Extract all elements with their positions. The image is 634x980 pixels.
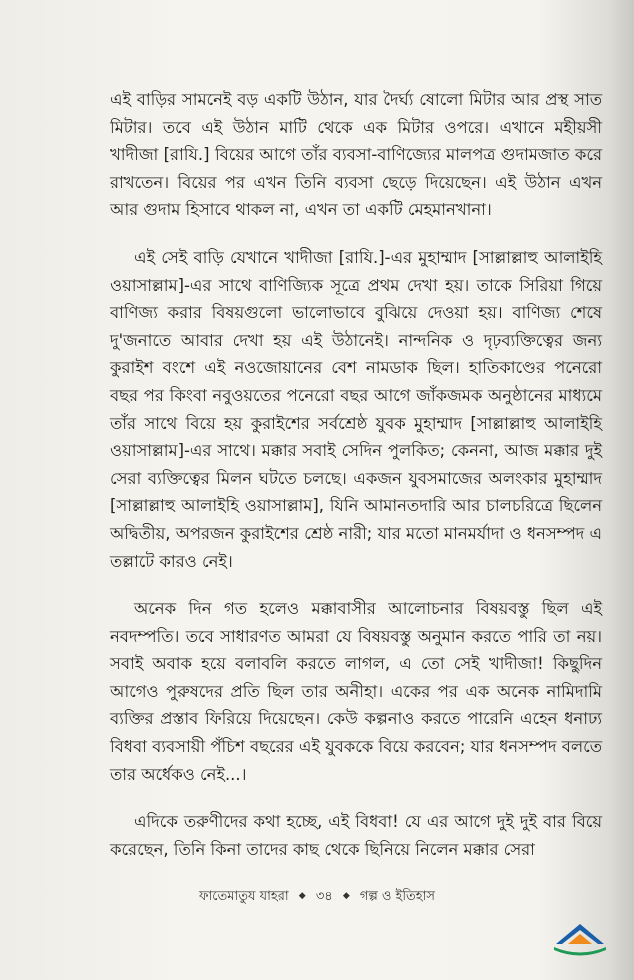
footer-book-title: ফাতেমাতুয যাহরা xyxy=(199,889,289,904)
page-number: ৩৪ xyxy=(315,889,333,904)
paragraph-4: এদিকে তরুণীদের কথা হচ্ছে, এই বিধবা! যে এর আগে দুই দুই বার বিয়ে করেছেন, তিনি কিনা তাদের কাছ থেকে ছিনিয়ে নিলেন মক্কার সেরা xyxy=(110,812,602,859)
paragraph-2: এই সেই বাড়ি যেখানে খাদীজা [রাযি.]-এর মুহাম্মাদ [সাল্লাল্লাহু আলাইহি ওয়াসাল্লাম]-এর সাথে বাণিজ্যিক সূত্রে প্রথম দেখা হয়। তাকে সিরিয়া গিয়ে বাণিজ্য করার বিষয়গুলো ভালোভাবে বুঝিয়ে দেওয়া হয়। বাণিজ্য শেষে দু'জনাতে আবার দেখা হয় এই উঠানেই। নান্দনিক ও দৃঢ়ব্যক্তিত্বের জন্য কুরাইশ বংশে এই নওজোয়ানের বেশ নামডাক ছিল। হাতিকাণ্ডের পনেরো বছর পর কিংবা নবুওয়তের পনেরো বছর আগে জাঁকজমক অনুষ্ঠানের মাধ্যমে তাঁর সাথে বিয়ে হয় কুরাইশের সর্বশ্রেষ্ঠ যুবক মুহাম্মাদ [সাল্লাল্লাহু আলাইহি ওয়াসাল্লাম]-এর সাথে। মক্কার সবাই সেদিন পুলকিত; কেননা, আজ মক্কার দুই সেরা ব্যক্তিত্বের মিলন ঘটতে চলছে। একজন যুবসমাজের অলংকার মুহাম্মাদ [সাল্লাল্লাহু আলাইহি ওয়াসাল্লাম], যিনি আমানতদারি আর চালচরিত্রে ছিলেন অদ্বিতীয়, অপরজন কুরাইশের শ্রেষ্ঠ নারী; যার মতো মানমর্যাদা ও ধনসম্পদ এ তল্লাটে কারও নেই। xyxy=(110,247,602,571)
publisher-logo-icon xyxy=(548,914,612,958)
footer-separator-1: ◆ xyxy=(298,891,306,901)
logo-book-shape xyxy=(554,947,606,956)
paragraph-1: এই বাড়ির সামনেই বড় একটি উঠান, যার দৈর্ঘ্য ষোলো মিটার আর প্রস্থ সাত মিটার। তবে এই উঠান মাটি থেকে এক মিটার ওপরে। এখানে মহীয়সী খাদীজা [রাযি.] বিয়ের আগে তাঁর ব্যবসা-বাণিজ্যের মালপত্র গুদামজাত করে রাখতেন। বিয়ের পর এখন তিনি ব্যবসা ছেড়ে দিয়েছেন। এই উঠান এখন আর গুদাম হিসাবে থাকল না, এখন তা একটি মেহমানখানা। xyxy=(110,90,602,220)
body-text xyxy=(110,86,602,883)
footer-section: গল্প ও ইতিহাস xyxy=(359,889,435,904)
footer-separator-2: ◆ xyxy=(342,891,350,901)
paragraph-3: অনেক দিন গত হলেও মক্কাবাসীর আলোচনার বিষয়বস্তু ছিল এই নবদম্পতি। তবে সাধারণত আমরা যে বিষয়বস্তু অনুমান করতে পারি তা নয়। সবাই অবাক হয়ে বলাবলি করতে লাগল, এ তো সেই খাদীজা! কিছুদিন আগেও পুরুষদের প্রতি ছিল তার অনীহা। একের পর এক অনেক নামিদামি ব্যক্তির প্রস্তাব ফিরিয়ে দিয়েছেন। কেউ কল্পনাও করতে পারেনি এহেন ধনাঢ্য বিধবা ব্যবসায়ী পঁচিশ বছরের এই যুবককে বিয়ে করবেন; যার ধনসম্পদ বলতে তার অর্ধেকও নেই...। xyxy=(110,599,602,784)
page-footer xyxy=(0,887,634,908)
